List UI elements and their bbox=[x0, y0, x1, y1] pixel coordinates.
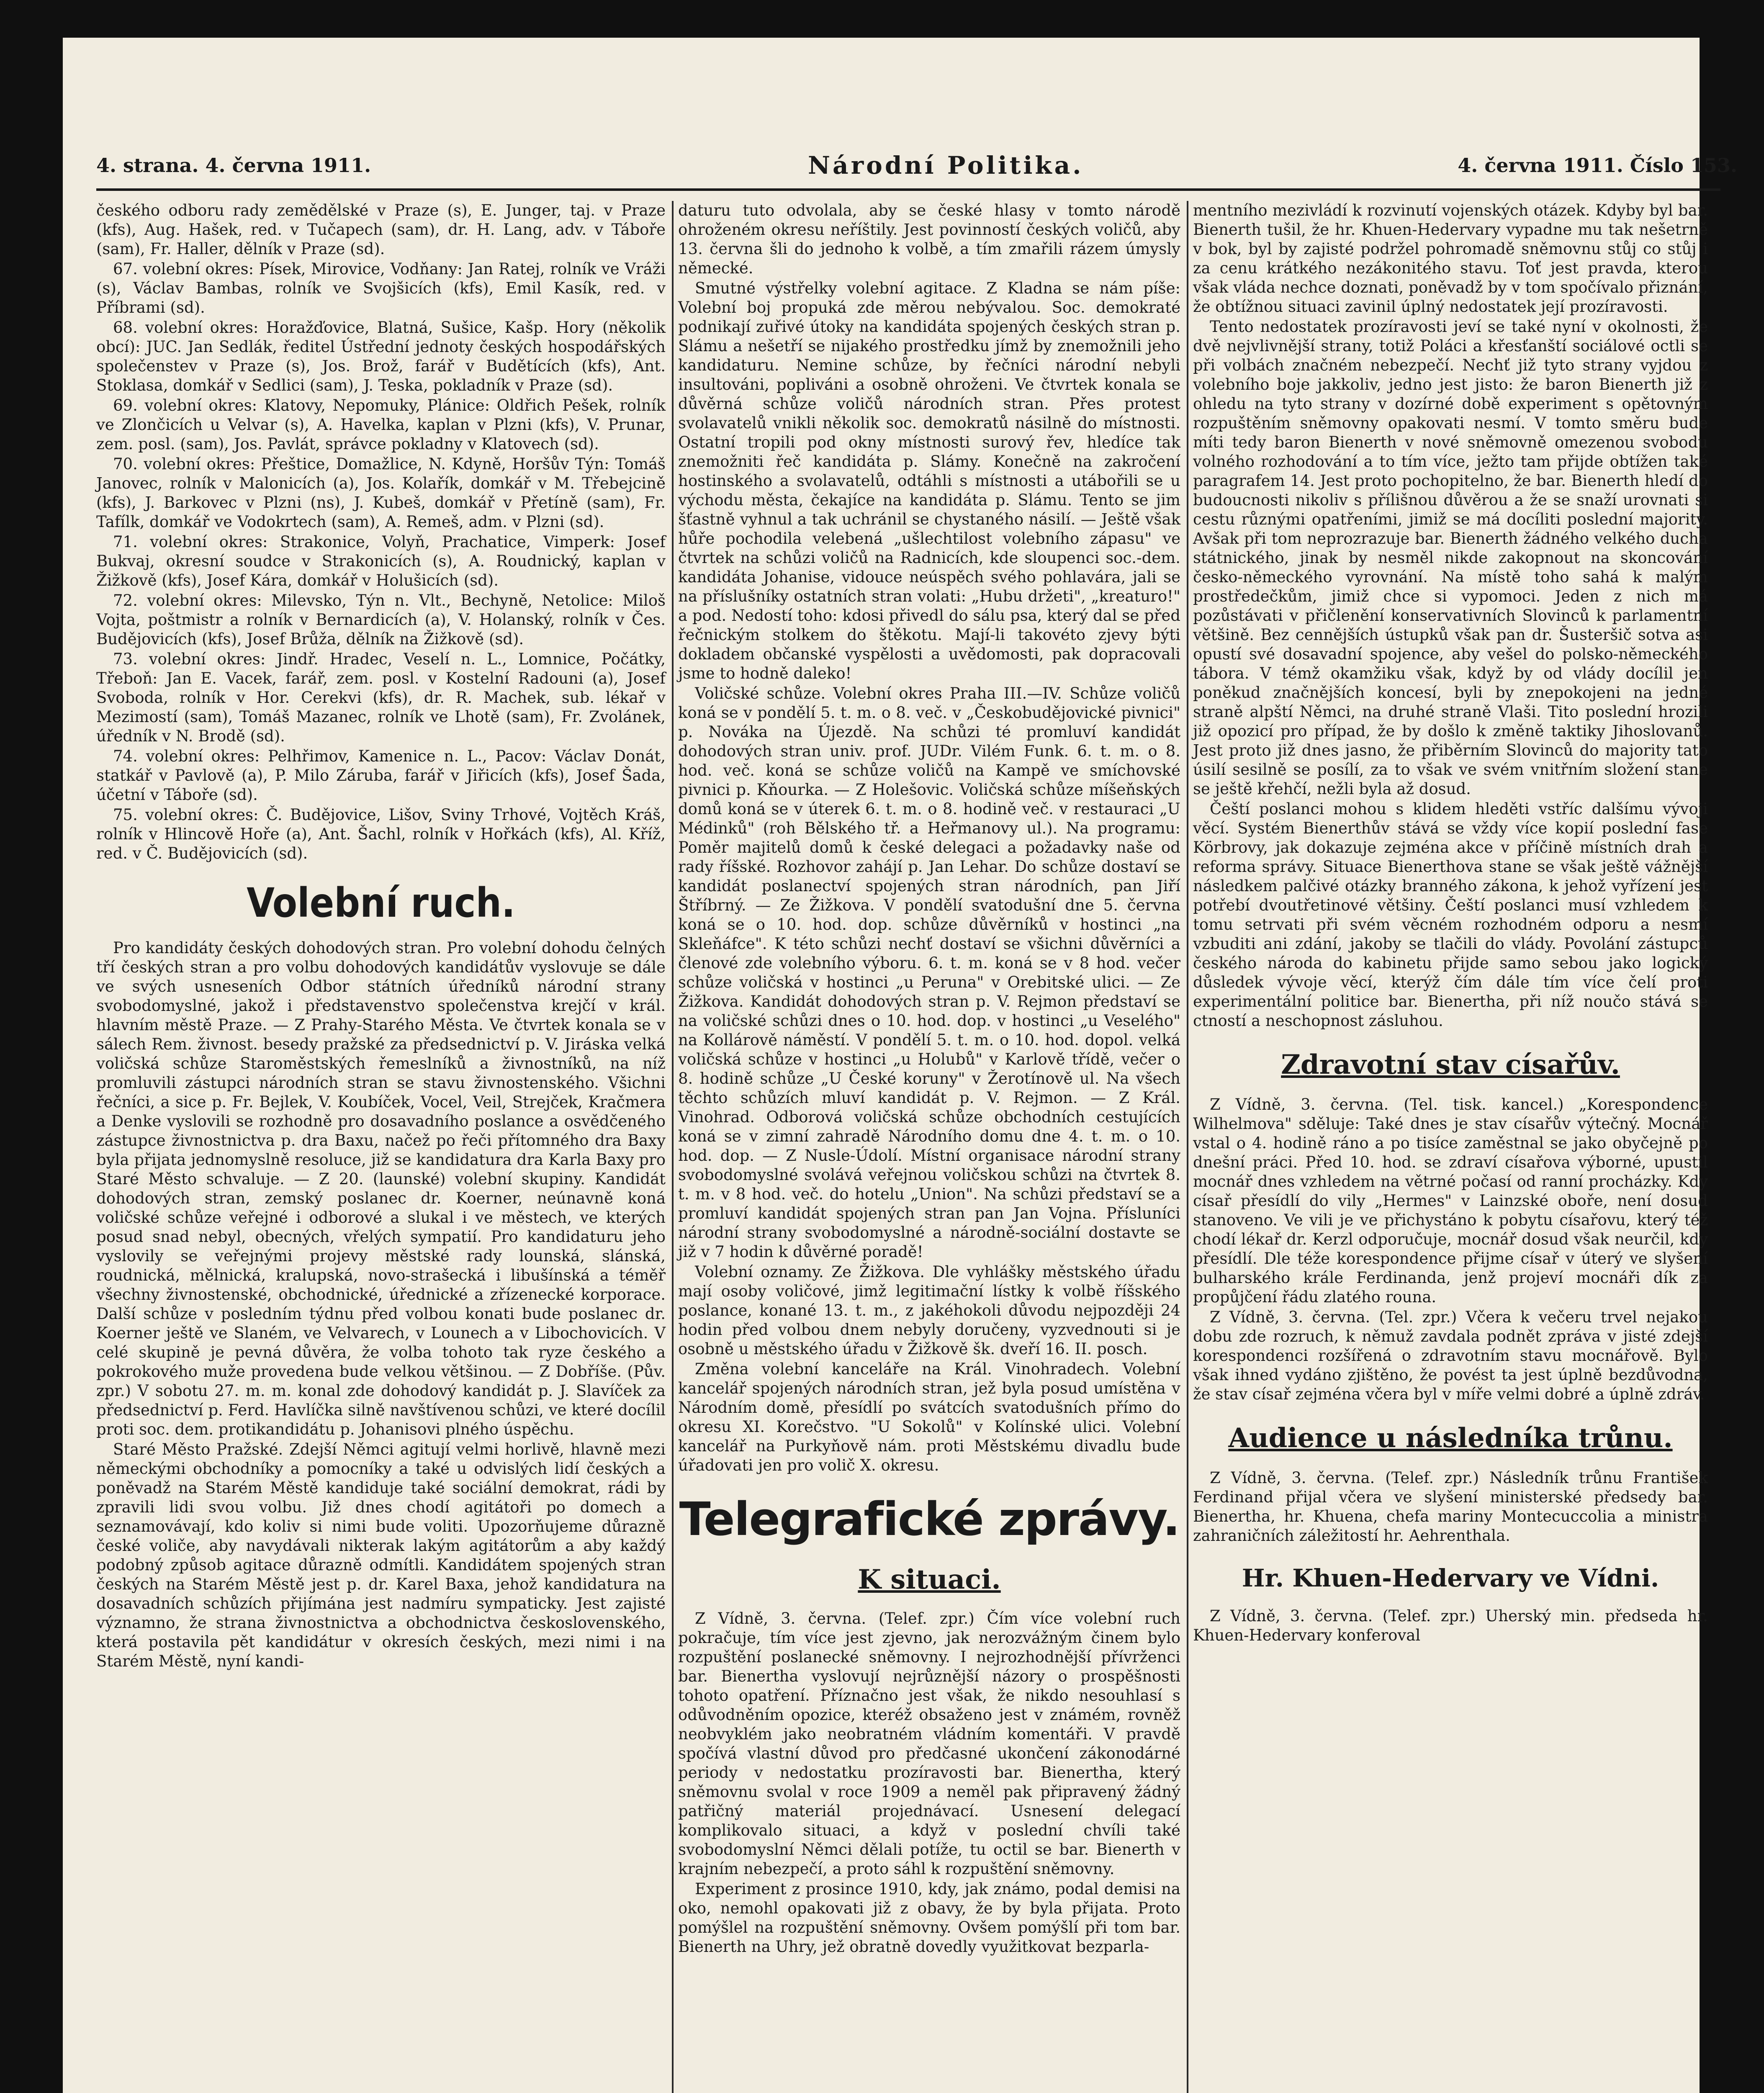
article-paragraph: Tento nedostatek prozíravosti jeví se také nyní v okolnosti, že dvě nejvlivnější strany, totiž Poláci a křesťanští sociálové octli se při volbách značném nebezpečí. Nechť již tyto strany vyjdou z volebního boje jakkoliv, jedno jest jisto: že baron Bienerth již z ohledu na tyto strany v dozírné době experiment s opětovným rozpuštěním sněmovny opakovati nesmí. V tomto směru bude míti tedy baron Bienerth v nové sněmovně omezenou svobodu volného rozhodování a to tím více, ježto tam přijde obtížen také paragrafem 14. Jest proto pochopitelno, že bar. Bienerth hledí do budoucnosti nikoliv s přílišnou důvěrou a že se snaží urovnati si cestu různými opatřeními, jimiž se má docíliti poslední majority. Avšak při tom neprozrazuje bar. Bienerth žádného velkého ducha státnického, jinak by nesměl nikde zakopnout na skoncování česko-německého vyrovnání. Na místě toho sahá k malým prostředečkům, jimiž chce si vypomoci. Jeden z nich má pozůstávati v přičlenění konservativních Slovinců k parlamentní většině. Bez cennějších ústupků však pan dr. Šusteršič sotva asi opustí své dosavadní spojence, aby vešel do polsko-německého tábora. V témž okamžiku však, když by od vlády docílil jen poněkud značnějších koncesí, byli by znepokojeni na jedné straně alpští Němci, na druhé straně Vlaši. Tito poslední hrozili již opozicí pro případ, že by došlo k změně taktiky Jihoslovanů. Jest proto již dnes jasno, že přiběrním Slovinců do majority tato úsilí sesilně se posílí, za to však ve svém vnitřním složení stane se ještě křehčí, nežli byla až dosud. bbox=[1193, 318, 1708, 798]
newspaper-page bbox=[63, 38, 1737, 2093]
article-paragraph: Z Vídně, 3. června. (Tel. zpr.) Včera k večeru trvel nejakou dobu zde rozruch, k němuž zavdala podnět zpráva v jisté zdejší korespondenci rozšířená o zdravotním stavu mocnářově. Bylo však ihned vydáno zjištěno, že povést ta jest úplně bezdůvodna, že stav císař zejména včera byl v míře velmi dobré a úplně zdráv. bbox=[1193, 1308, 1708, 1403]
page-header bbox=[96, 142, 1737, 188]
article-paragraph: mentního mezivládí k rozvinutí vojenských otázek. Kdyby byl bar. Bienerth tušil, že hr. Khuen-Hedervary vypadne mu tak nešetrně v bok, byl by zajisté podržel pohromadě sněmovnu stůj co stůj i za cenu krátkého nezákonitého stavu. Toť jest pravda, kterou však vláda nechce doznati, poněvadž by v tom spočívalo přiznání, že obtížnou situaci zavinil úplný nedostatek její prozíravosti. bbox=[1193, 201, 1708, 316]
article-paragraph: Pro kandidáty českých dohodových stran. Pro volební dohodu čelných tří českých stran a pro volbu dohodových kandidátův vyslovuje se dále ve svých usneseních Odbor státních úředníků národní strany svobodomyslné, jakož i představenstvo společenstva krejčí v král. hlavním městě Praze. — Z Prahy-Starého Města. Ve čtvrtek konala se v sálech Rem. živnost. besedy pražské za předsednictví p. V. Jiráska velká voličská schůze Staroměstských řemeslníků a živnostníků, na níž promluvili zástupci národních stran se stavu živnostenského. Všichni řečníci, a sice p. Fr. Bejlek, V. Koubíček, Vocel, Veil, Strejček, Kračmera a Denke vyslovili se rozhodně pro dosavadního poslance a osvědčeného zástupce živnostnictva p. dra Baxu, načež po řeči přítomného dra Baxy byla přijata jednomyslně resoluce, již se kandidatura dra Karla Baxy pro Staré Město schvaluje. — Z 20. (launské) volební skupiny. Kandidát dohodových stran, zemský poslanec dr. Koerner, neúnavně koná voličské schůze veřejné i odborové a slukal i ve městech, ve kterých posud snad nebyl, obecných, vřelých sympatií. Pro kandidaturu jeho vyslovily se veřejnými projevy městské rady lounská, slánská, roudnická, mělnická, kralupská, novo-strašecká i libušínská a téměř všechny živnostenské, obchodnické, úřednické a zřízenecké korporace. Další schůze v posledním týdnu před volbou konati bude poslanec dr. Koerner ještě ve Slaném, ve Velvarech, v Lounech a v Libochovicích. V celé skupině je pevná důvěra, že volba tohoto tak ryze českého a pokrokového muže provedena bude velkou většinou. — Z Dobříše. (Pův. zpr.) V sobotu 27. m. m. konal zde dohodový kandidát p. J. Slavíček za předsednictví p. Ferd. Havlíčka silně navštívenou schůzi, ve které docílil proti soc. dem. protikandidátu p. Johanisovi plného úspěchu. bbox=[96, 939, 666, 1438]
header-rule bbox=[96, 188, 1720, 191]
section-headline: Audience u následníka trůnu. bbox=[1228, 1422, 1673, 1454]
article-paragraph: Experiment z prosince 1910, kdy, jak známo, podal demisi na oko, nemohl opakovati již z obavy, že by byla přijata. Proto pomýšlel na rozpuštění sněmovny. Ovšem pomýšlí při tom bar. Bienerth na Uhry, jež obratně dovedly využitkovat bezparla- bbox=[678, 1880, 1180, 1956]
article-paragraph: 70. volební okres: Přeštice, Domažlice, N. Kdyně, Horšův Týn: Tomáš Janovec, rolník v Malonicích (a), Jos. Kolařík, domkář v M. Třebejcině (kfs), J. Barkovec v Plzni (ns), J. Kubeš, domkář v Přetíně (sam), Fr. Tafílk, domkář ve Vodokrtech (sam), A. Remeš, adm. v Plzni (sd). bbox=[96, 455, 666, 531]
article-paragraph: 74. volební okres: Pelhřimov, Kamenice n. L., Pacov: Václav Donát, statkář v Pavlově (a), P. Milo Záruba, farář v Jiřicích (kfs), Josef Šada, účetní v Táboře (sd). bbox=[96, 747, 666, 804]
article-paragraph: Čeští poslanci mohou s klidem hleděti vstříc dalšímu vývoji věcí. Systém Bienerthův stává se vždy více kopií poslední fase Körbrovy, jak dokazuje zejména akce v příčině místních drah a reforma správy. Situace Bienerthova stane se však ještě vážnější následkem palčivé otázky branného zákona, k jehož vyřízení jest potřebí dvoutřetinové většiny. Čeští poslanci musí vzhledem k tomu setrvati při svém věcném rozhodném odporu a nesmí vzbuditi ani zdání, jakoby se tlačili do vlády. Povolání zástupců českého národa do kabinetu přijde samo sebou jako logický důsledek vývoje věcí, kterýž čím dále tím více čelí proti experimentální politice bar. Bienertha, při níž noučo stává se ctností a neschopnost zásluhou. bbox=[1193, 800, 1708, 1030]
article-paragraph: 67. volební okres: Písek, Mirovice, Vodňany: Jan Ratej, rolník ve Vráži (s), Václav Bambas, rolník ve Svojšicích (kfs), Emil Kasík, red. v Příbrami (sd). bbox=[96, 260, 666, 316]
section-subheadline: K situaci. bbox=[858, 1564, 1001, 1595]
column-3 bbox=[1193, 201, 1708, 2093]
article-paragraph: 73. volební okres: Jindř. Hradec, Veselí n. L., Lomnice, Počátky, Třeboň: Jan E. Vacek, farář, zem. posl. v Kostelní Radouni (a), Josef Svoboda, rolník v Hor. Cerekvi (kfs), dr. R. Machek, sub. lékař v Mezimostí (sam), Tomáš Mazanec, rolník ve Lhotě (sam), Fr. Zvolánek, úředník v N. Brodě (sd). bbox=[96, 650, 666, 745]
article-paragraph: daturu tuto odvolala, aby se české hlasy v tomto národě ohroženém okresu neříštily. Jest povinností českých voličů, aby 13. června šli do jednoho k volbě, a tím zmařili rázem úmysly německé. bbox=[678, 201, 1180, 277]
article-paragraph: 72. volební okres: Milevsko, Týn n. Vlt., Bechyně, Netolice: Miloš Vojta, poštmistr a rolník v Bernardicích (a), V. Holanský, rolník v Čes. Budějovicích (kfs), Josef Brůža, dělník na Žižkově (sd). bbox=[96, 591, 666, 648]
section-headline: Volební ruch. bbox=[247, 879, 515, 926]
article-paragraph: Z Vídně, 3. června. (Telef. zpr.) Uherský min. předseda hr. Khuen-Hedervary konferoval bbox=[1193, 1607, 1708, 1644]
article-paragraph: Staré Město Pražské. Zdejší Němci agitují velmi horlivě, hlavně mezi německými obchodníky a pomocníky a také u odvislých lidí českých a poněvadž na Starém Městě kandiduje také sociální demokrat, rádi by zpravili lidi svou volbu. Již dnes chodí agitátoři po domech a seznamovávají, kdo koliv si nimi bude voliti. Upozorňujeme důrazně české voliče, aby navydávali nikterak lakým agitátorům a aby každý podobný způsob agitace důrazně odmítli. Kandidátem spojených stran českých na Starém Městě jest p. dr. Karel Baxa, jehož kandidatura na dosavadních schůzích přijímána jest nadmíru sympaticky. Jest zajisté významno, že strana živnostnictva a obchodnictva československého, která postavila pět kandidátur v okresích českých, mezi nimi i na Starém Městě, nyní kandi- bbox=[96, 1440, 666, 1670]
article-paragraph: Voličské schůze. Volební okres Praha III.—IV. Schůze voličů koná se v pondělí 5. t. m. o 8. več. v „Českobudějovické pivnici" p. Nováka na Újezdě. Na schůzi té promluví kandidát dohodových stran univ. prof. JUDr. Vilém Funk. 6. t. m. o 8. hod. več. koná se schůze voličů na Kampě ve smíchovské pivnici p. Kňourka. — Z Holešovic. Voličská schůze míšeňských domů koná se v úterek 6. t. m. o 8. hodině več. v restauraci „U Médinků" (roh Bělského tř. a Heřmanovy ul.). Na programu: Poměr majitelů domů k české delegaci a požadavky naše od rady říšské. Rozhovor zahájí p. Jan Lehar. Do schůze dostaví se kandidát poslanectví spojených stran národních, pan Jiří Štříbrný. — Ze Žižkova. V pondělí svatodušní dne 5. června koná se o 10. hod. dop. schůze důvěrníků v hostinci „na Skleňáfce". K této schůzi nechť dostaví se všichni důvěrníci a členové zde volebního výboru. 6. t. m. koná se v 8 hod. večer schůze voličská v hostinci „u Peruna" v Orebitské ulici. — Ze Žižkova. Kandidát dohodových stran p. V. Rejmon představí se na voličské schůzi dnes o 10. hod. dop. v hostinci „u Veselého" na Kollárově náměstí. V pondělí 5. t. m. o 10. hod. dopol. velká voličská schůze v hostinci „u Holubů" v Karlově třídě, večer o 8. hodině schůze „U České koruny" v Žerotínově ul. Na všech těchto schůzích mluví kandidát p. V. Rejmon. — Z Král. Vinohrad. Odborová voličská schůze obchodních cestujících koná se v zimní zahradě Národního domu dne 4. t. m. o 10. hod. dop. — Z Nusle-Údolí. Místní organisace národní strany svobodomyslné svolává veřejnou voličskou schůzi na čtvrtek 8. t. m. v 8 hod. več. do hotelu „Union". Na schůzi představí se a promluví kandidát spojených stran pan Jan Vojna. Přísluníci národní strany svobodomyslné a národně-sociální dostavte se již v 7 hodin k důvěrné poradě! bbox=[678, 684, 1180, 1261]
article-paragraph: Změna volební kanceláře na Král. Vinohradech. Volební kancelář spojených národních stran, jež byla posud umístěna v Národním domě, přesídlí po svátcích svatodušních přímo do okresu XI. Korečstvo. "U Sokolů" v Kolínské ulici. Volební kancelář na Purkyňově nám. proti Městskému divadlu bude úřadovati jen pro volič X. okresu. bbox=[678, 1360, 1180, 1474]
header-issue-number: 4. června 1911. Číslo 153. bbox=[1458, 154, 1737, 177]
header-page-date: 4. strana. 4. června 1911. bbox=[96, 154, 371, 177]
column-1 bbox=[96, 201, 666, 2093]
section-headline: Telegrafické zprávy. bbox=[679, 1492, 1180, 1546]
article-paragraph: Z Vídně, 3. června. (Telef. zpr.) Následník trůnu František Ferdinand přijal včera ve slyšení ministerské předsedy bar. Bienertha, hr. Khuena, chefa mariny Montecuccolia a ministra zahraničních záležitostí hr. Aehrenthala. bbox=[1193, 1469, 1708, 1545]
article-paragraph: Z Vídně, 3. června. (Telef. zpr.) Čím více volební ruch pokračuje, tím více jest zjevno, jak nerozvážným činem bylo rozpuštění poslanecké sněmovny. I nejrozhodnější přívrženci bar. Bienertha vyslovují nejrůznější názory o prospěšnosti tohoto opatření. Příznačno jest však, že nikdo nesouhlasí s odůvodněním opozice, kteréž obsaženo jest v známém, rovněž neobvyklém jako neobratném vládním komentáři. V pravdě spočívá vlastní důvod pro předčasné ukončení zákonodárné periody v nedostatku prozíravosti bar. Bienertha, který sněmovnu svolal v roce 1909 a neměl pak připravený žádný patřičný materiál projednávací. Usnesení delegací komplikovalo situaci, a když v poslední chvíli také svobodomyslní Němci dělali potíže, tu octil se bar. Bienerth v krajním nebezpečí, a proto sáhl k rozpuštění sněmovny. bbox=[678, 1610, 1180, 1878]
column-divider bbox=[672, 201, 674, 2093]
column-divider bbox=[1187, 201, 1188, 2093]
section-headline: Zdravotní stav císařův. bbox=[1281, 1049, 1620, 1080]
section-headline: Hr. Khuen-Hedervary ve Vídni. bbox=[1242, 1564, 1659, 1592]
article-paragraph: českého odboru rady zemědělské v Praze (s), E. Junger, taj. v Praze (kfs), Aug. Hašek, red. v Tučapech (sam), dr. H. Lang, adv. v Táboře (sam), Fr. Haller, dělník v Praze (sd). bbox=[96, 201, 666, 258]
article-paragraph: Smutné výstřelky volební agitace. Z Kladna se nám píše: Volební boj propuká zde měrou nebývalou. Soc. demokraté podnikají zuřivé útoky na kandidáta spojených českých stran p. Slámu a nešetří se nijakého prostředku jímž by znemožnili jeho kandidaturu. Nemine schůze, by řečníci národní nebyli insultováni, popliváni a osobně ohroženi. Ve čtvrtek konala se důvěrná schůze voličů národních stran. Přes protest svolavatelů vnikli několik soc. demokratů násilně do místnosti. Ostatní tropili pod okny místnosti surový řev, hledíce tak znemožniti řeč kandidáta p. Slámy. Konečně na zakročení hostinského a svolavatelů, odtáhli s místnosti a utábořili se u východu města, čekajíce na kandidáta p. Slámu. Tento se jim šťastně vyhnul a tak uchránil se chystaného násilí. — Ještě však hůře pochodila velebená „ušlechtilost volebního zápasu" ve čtvrtek na schůzi voličů na Radnicích, kde sloupenci soc.-dem. kandidáta Johanise, vidouce neúspěch svého pohlavára, jali se na příslušníky ostatních stran volati: „Hubu držeti", „kreaturo!" a pod. Nedostí toho: kdosi přivedl do sálu psa, který dal se před řečnickým stolkem do štěkotu. Mají-li takovéto zjevy býti dokladem občanské vyspělosti a uvědomosti, pak dopracovali jsme to hodně daleko! bbox=[678, 279, 1180, 682]
masthead-title: Národní Politika. bbox=[808, 151, 1084, 180]
article-paragraph: Volební oznamy. Ze Žižkova. Dle vyhlášky městského úřadu mají osoby voličové, jimž legitimační lístky k volbě říšského poslance, konané 13. t. m., z jakéhokoli důvodu nejpozději 24 hodin před volbou dnem nebyly doručeny, vyzvednouti si je osobně u městského úřadu v Žižkově šk. dveří 16. II. posch. bbox=[678, 1263, 1180, 1358]
article-paragraph: 68. volební okres: Horažďovice, Blatná, Sušice, Kašp. Hory (několik obcí): JUC. Jan Sedlák, ředitel Ústřední jednoty českých hospodářských společenstev v Praze (s), Jos. Brož, farář v Budětících (kfs), Ant. Stoklasa, domkář v Sedlici (sam), J. Teska, pokladník v Praze (sd). bbox=[96, 319, 666, 394]
column-2 bbox=[678, 201, 1180, 2093]
article-paragraph: 75. volební okres: Č. Budějovice, Lišov, Sviny Trhové, Vojtěch Kráš, rolník v Hlincově Hoře (a), Ant. Šachl, rolník v Hořkách (kfs), Al. Kříž, red. v Č. Budějovicích (sd). bbox=[96, 806, 666, 862]
article-paragraph: 71. volební okres: Strakonice, Volyň, Prachatice, Vimperk: Josef Bukvaj, okresní soudce v Strakonicích (s), A. Roudnický, kaplan v Žižkově (kfs), Josef Kára, domkář v Holušicích (sd). bbox=[96, 533, 666, 589]
article-paragraph: 69. volební okres: Klatovy, Nepomuky, Plánice: Oldřich Pešek, rolník ve Zlončicích u Velvar (s), A. Havelka, kaplan v Plzni (kfs), V. Prunar, zem. posl. (sam), Jos. Pavlát, správce pokladny v Klatovech (sd). bbox=[96, 396, 666, 453]
article-paragraph: Z Vídně, 3. června. (Tel. tisk. kancel.) „Korespondence Wilhelmova" sděluje: Také dnes je stav císařův výtečný. Mocnář vstal o 4. hodině ráno a po tisíce zaměstnal se jako obyčejně po dnešní práci. Před 10. hod. se zdraví císařova výborné, upustil mocnář dnes vzhledem na větrné počasí od ranní procházky. Kdy císař přesídlí do vily „Hermes" v Lainzské oboře, není dosud stanoveno. Ve vili je ve přichystáno k pobytu císařovu, který též chodí lékař dr. Kerzl odporučuje, mocnář dosud však neurčil, kdy přesídlí. Dle téže korespondence přijme císař v úterý ve slyšení bulharského krále Ferdinanda, jenž projeví mocnáři dík za propůjčení řádu zlatého rouna. bbox=[1193, 1095, 1708, 1306]
